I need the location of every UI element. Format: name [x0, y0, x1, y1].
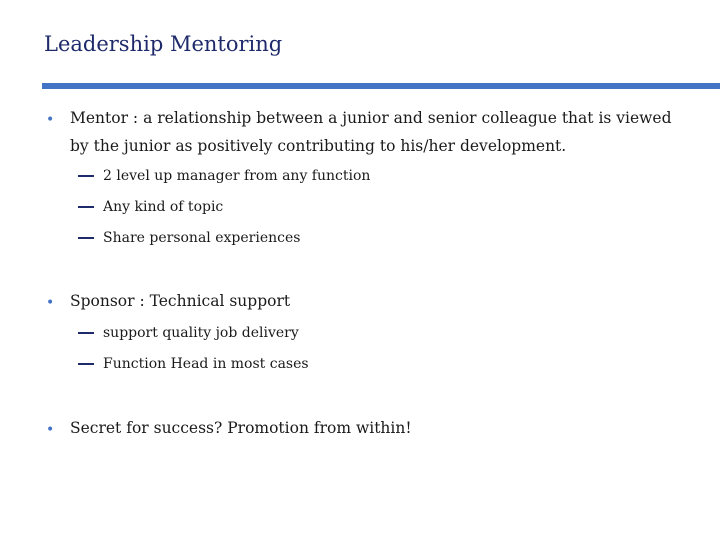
- title-divider: [42, 83, 720, 89]
- slide-title: Leadership Mentoring: [44, 32, 283, 56]
- bullet-text: Secret for success? Promotion from within!: [70, 419, 412, 437]
- sub-bullet-text: support quality job delivery: [103, 325, 299, 341]
- sub-bullet-text: Share personal experiences: [103, 230, 301, 246]
- bullet-icon: •: [46, 295, 55, 311]
- dash-icon: [78, 363, 94, 365]
- dash-icon: [78, 237, 94, 239]
- dash-icon: [78, 332, 94, 334]
- dash-icon: [78, 175, 94, 177]
- dash-icon: [78, 206, 94, 208]
- bullet-icon: •: [46, 112, 55, 128]
- sub-bullet-text: Function Head in most cases: [103, 356, 309, 372]
- sub-bullet-text: Any kind of topic: [103, 199, 224, 215]
- bullet-text: Sponsor : Technical support: [70, 292, 291, 310]
- bullet-text: Mentor : a relationship between a junior and senior colleague that is viewed by the junior as positively contributing to his/her development.: [70, 109, 672, 155]
- sub-bullet-text: 2 level up manager from any function: [103, 168, 371, 184]
- bullet-icon: •: [46, 422, 55, 438]
